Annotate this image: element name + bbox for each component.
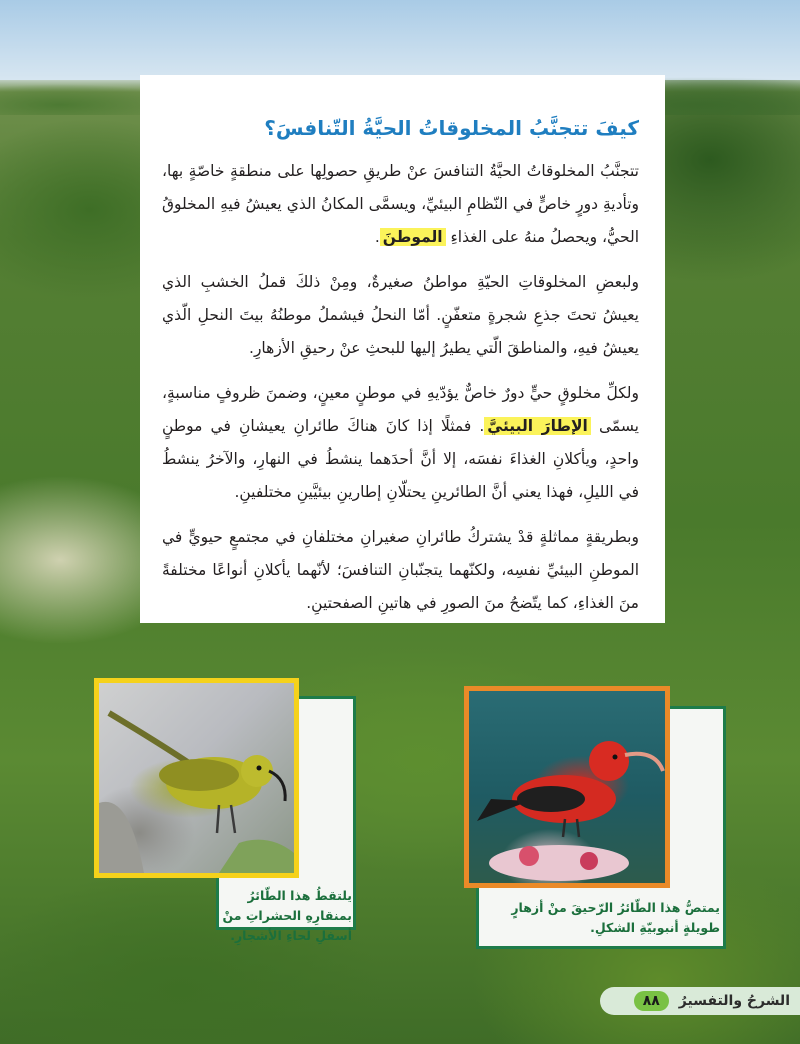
section-label: الشرحُ والتفسيرُ <box>678 993 790 1009</box>
paragraph-text: تتجنَّبُ المخلوقاتُ الحيَّةُ التنافسَ عنْ طريقِ حصولِها على منطقةٍ خاصّةٍ بها، وتأديةِ دورٍ خاصٍّ في النّظامِ البيئيِّ، ويسمَّى المكانُ الذي يعيشُ فيهِ المخلوقُ الحيُّ، ويحصلُ منهُ على الغذاءِ <box>162 162 639 246</box>
paragraph-text: ولكلِّ مخلوقٍ حيٍّ دورٌ خاصٌّ يؤدّيهِ في موطنٍ معينٍ، وضمنَ ظروفٍ مناسبةٍ، يسمّى <box>162 384 639 435</box>
page-number-badge: ٨٨ <box>634 991 669 1011</box>
caption-left-text: يلتقطُ هذا الطّائرُ بمنقارِهِ الحشراتِ منْ أسفلِ لحاءِ الأشجارِ. <box>222 888 352 943</box>
paragraph-text: . فمثلًا إذا كانَ هناكَ طائرانِ يعيشانِ في موطنٍ واحدٍ، ويأكلانِ الغذاءَ نفسَه، إلا أنَّ أحدَهما ينشطُ في النهارِ، والآخرُ ينشطُ في الليلِ، فهذا يعني أنَّ الطائرينِ يحتلّانِ إطارينِ بيئيَّينِ مختلفينِ. <box>162 417 639 501</box>
highlighted-term-niche: الإطارَ البيئيَّ <box>484 417 591 435</box>
page-footer <box>600 987 800 1015</box>
content-card <box>140 75 665 623</box>
yellow-bird-photo <box>94 678 299 878</box>
paragraph-text: . <box>374 228 380 246</box>
section-title: كيفَ تتجنَّبُ المخلوقاتُ الحيَّةُ التّنافسَ؟ <box>264 116 639 140</box>
red-bird-photo <box>464 686 670 888</box>
caption-right-text: يمتصُّ هذا الطّائرُ الرّحيقَ منْ أزهارٍ طويلةٍ أنبوبيّةِ الشكلِ. <box>511 900 720 935</box>
paragraph-small-habitats: ولبعضِ المخلوقاتِ الحيّةِ مواطنُ صغيرةٌ، ومِنْ ذلكَ قملُ الخشبِ الذي يعيشُ تحتَ جذعِ شجرةٍ متعفّنٍ. أمّا النحلُ فيشملُ موطنُهُ بيتَ النحلِ الّذي يعيشُ فيهِ، والمناطقَ الّتي يطيرُ إليها للبحثِ عنْ رحيقِ الأزهارِ. <box>162 273 639 357</box>
paragraph-birds: وبطريقةٍ مماثلةٍ قدْ يشتركُ طائرانِ صغيرانِ مختلفانِ في مجتمعٍ حيويٍّ في الموطنِ البيئيِّ نفسِه، ولكنّهما يتجنّبانِ التنافسَ؛ لأنّهما يأكلانِ أنواعًا مختلفةً منَ الغذاءِ، كما يتّضحُ منَ الصورِ في هاتينِ الصفحتينِ. <box>162 528 639 612</box>
yellow-bird-illustration <box>99 683 294 873</box>
paragraph-niche <box>162 377 639 509</box>
paragraph-habitat <box>162 155 639 254</box>
highlighted-term-habitat: الموطنَ <box>380 228 446 246</box>
red-bird-illustration <box>469 691 665 883</box>
